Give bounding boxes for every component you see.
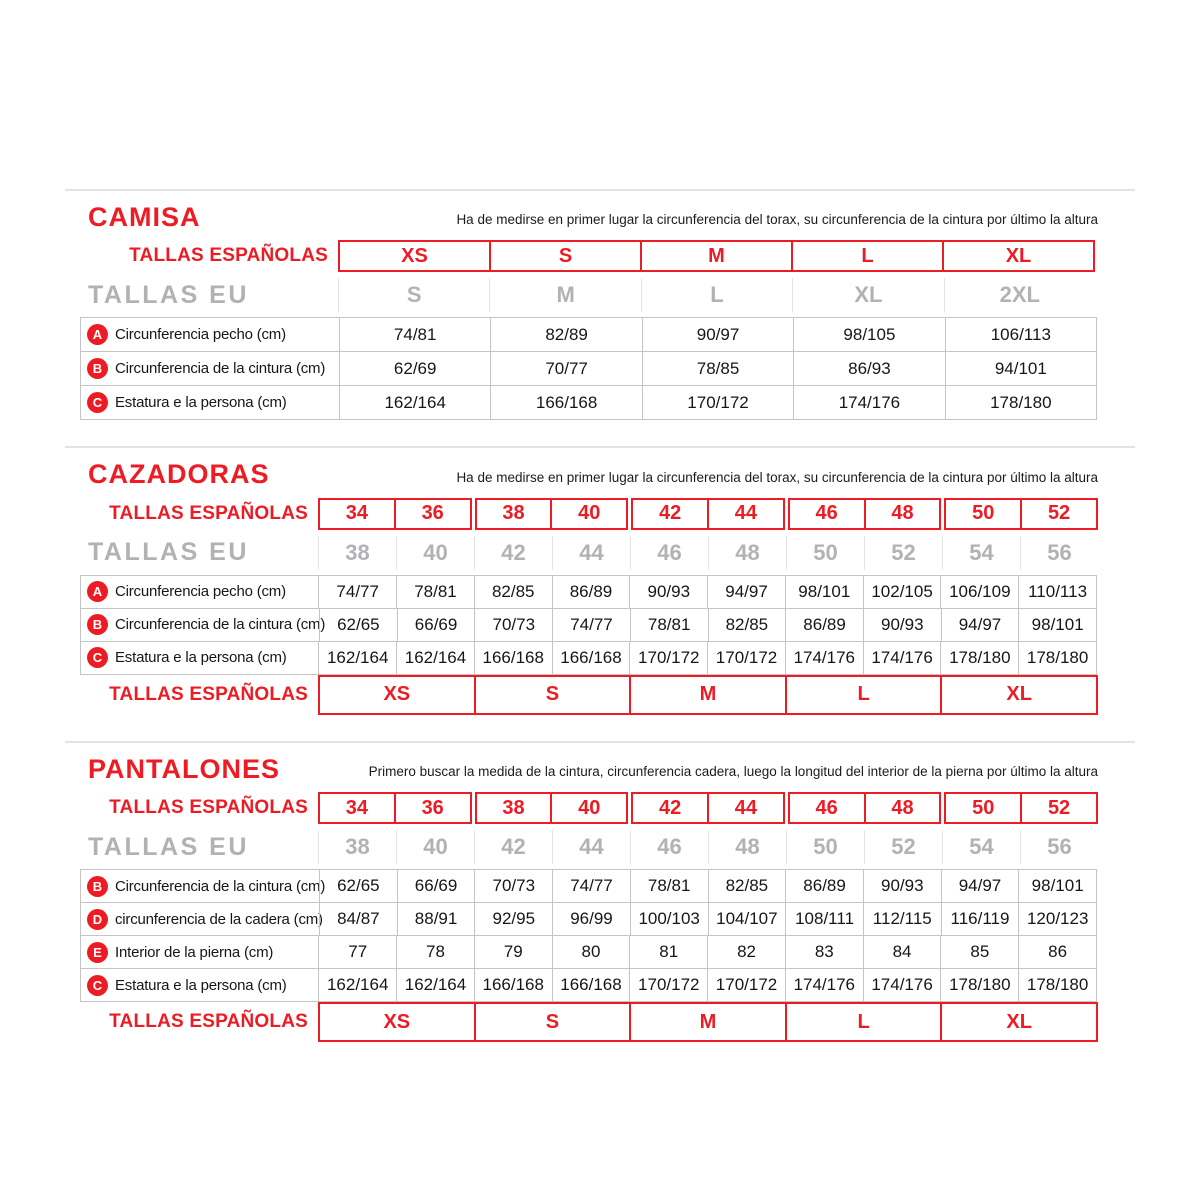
spanish-size-cell: 42 — [631, 498, 709, 530]
measurement-value-cell: 162/164 — [318, 969, 396, 1001]
tallas-eu-label: TALLAS EU — [88, 280, 249, 309]
spanish-size-cell: 40 — [550, 498, 628, 530]
measurement-value-cell: 162/164 — [318, 642, 396, 674]
measurement-value-cell: 116/119 — [941, 903, 1019, 935]
measurement-value-cell: 66/69 — [397, 609, 475, 641]
eu-size-cell: 38 — [318, 830, 396, 864]
measurement-value-cell: 66/69 — [397, 870, 475, 902]
grouped-sizes-row — [80, 675, 1200, 715]
measurement-value-cell: 62/65 — [319, 609, 397, 641]
measurement-value-cell: 170/172 — [707, 642, 785, 674]
measurement-value-cell: 102/105 — [863, 576, 941, 608]
measurement-value-cell: 86 — [1018, 936, 1096, 968]
measurement-row — [81, 903, 1096, 936]
measurement-row — [81, 386, 1096, 419]
eu-size-cells — [318, 830, 1098, 864]
measurement-value-cell: 174/176 — [863, 969, 941, 1001]
measurement-value-cell: 174/176 — [785, 642, 863, 674]
spanish-size-cell: 44 — [707, 498, 785, 530]
measurement-value-cell: 178/180 — [945, 386, 1096, 419]
spanish-size-cell: 40 — [550, 792, 628, 824]
measurement-value-cell: 82 — [707, 936, 785, 968]
measurement-value-cell: 82/85 — [708, 870, 786, 902]
measurement-value-cell: 98/101 — [1018, 609, 1096, 641]
measurement-value-cell: 83 — [785, 936, 863, 968]
grouped-size-cell: M — [629, 1002, 787, 1042]
eu-size-cell: 52 — [864, 536, 942, 570]
spanish-size-cell: XS — [338, 240, 491, 272]
measurement-label-cell — [81, 386, 339, 419]
measurement-value-cell: 86/89 — [552, 576, 630, 608]
eu-size-cell: L — [641, 278, 792, 312]
measurement-values — [318, 936, 1096, 968]
spanish-size-cell: 48 — [864, 792, 942, 824]
eu-size-cells — [338, 278, 1095, 312]
measurement-value-cell: 94/101 — [945, 352, 1096, 385]
measurement-value-cell: 166/168 — [490, 386, 641, 419]
grouped-size-cell: L — [785, 675, 943, 715]
eu-size-cell: M — [489, 278, 640, 312]
measurement-value-cell: 106/113 — [945, 318, 1096, 351]
measurement-value-cell: 77 — [318, 936, 396, 968]
grouped-size-cell: M — [629, 675, 787, 715]
measurement-value-cell: 74/77 — [552, 870, 630, 902]
section-note: Primero buscar la medida de la cintura, circunferencia cadera, luego la longitud del interior de la pierna por último la altura — [368, 763, 1098, 779]
measurement-value-cell: 86/93 — [793, 352, 944, 385]
spanish-size-cell: 38 — [475, 792, 553, 824]
spanish-size-cell: 50 — [944, 792, 1022, 824]
eu-sizes-row — [80, 830, 1200, 864]
letter-badge-e: E — [87, 942, 108, 963]
measurement-values — [319, 903, 1096, 935]
measurement-value-cell: 86/89 — [785, 609, 863, 641]
spanish-sizes-row — [80, 792, 1200, 824]
measurement-row — [81, 576, 1096, 609]
measurement-value-cell: 98/101 — [785, 576, 863, 608]
spanish-size-cell: 46 — [788, 792, 866, 824]
measurement-value-cell: 178/180 — [940, 969, 1018, 1001]
measurement-value-cell: 90/93 — [863, 609, 941, 641]
measurement-value-cell: 120/123 — [1018, 903, 1096, 935]
spanish-size-boxes — [318, 498, 1098, 530]
measurement-value-cell: 81 — [629, 936, 707, 968]
measurement-label-cell — [81, 870, 326, 902]
spanish-size-cell: 52 — [1020, 498, 1098, 530]
measurement-label-cell — [81, 903, 323, 935]
measurement-value-cell: 88/91 — [397, 903, 475, 935]
tallas-eu-label: TALLAS EU — [88, 832, 249, 861]
letter-badge-a: A — [87, 324, 108, 345]
spanish-size-cell: 44 — [707, 792, 785, 824]
measurement-row — [81, 352, 1096, 386]
eu-size-cell: 40 — [396, 830, 474, 864]
spanish-size-cell: 36 — [394, 498, 472, 530]
eu-size-cell: 56 — [1020, 830, 1098, 864]
tallas-espanolas-label: TALLAS ESPAÑOLAS — [109, 502, 308, 524]
eu-size-cell: 48 — [708, 536, 786, 570]
measurement-value-cell: 78/81 — [630, 870, 708, 902]
spanish-size-cell: 34 — [318, 498, 396, 530]
measurement-value-cell: 110/113 — [1018, 576, 1096, 608]
section-pantalones — [0, 743, 1200, 1068]
measurement-label: Estatura e la persona (cm) — [115, 394, 287, 412]
letter-badge-c: C — [87, 392, 108, 413]
section-cazadoras — [0, 448, 1200, 740]
spanish-size-cell: S — [489, 240, 642, 272]
measurement-value-cell: 90/97 — [642, 318, 793, 351]
tallas-espanolas-label: TALLAS ESPAÑOLAS — [109, 683, 308, 705]
measurement-value-cell: 162/164 — [396, 969, 474, 1001]
tallas-espanolas-label: TALLAS ESPAÑOLAS — [129, 245, 328, 267]
eu-size-cell: 50 — [786, 830, 864, 864]
measurement-value-cell: 86/89 — [785, 870, 863, 902]
measurement-value-cell: 84 — [863, 936, 941, 968]
measurement-value-cell: 78/81 — [630, 609, 708, 641]
spanish-size-boxes — [338, 240, 1095, 272]
pantalones-size-table — [80, 792, 1200, 1042]
measurement-label: Circunferencia de la cintura (cm) — [115, 877, 326, 895]
measurement-label-cell — [81, 642, 318, 674]
measurement-label: Interior de la pierna (cm) — [115, 943, 274, 961]
spanish-size-cell: XL — [942, 240, 1095, 272]
spanish-size-cell: 50 — [944, 498, 1022, 530]
measurement-value-cell: 162/164 — [396, 642, 474, 674]
section-note: Ha de medirse en primer lugar la circunferencia del torax, su circunferencia de la cintura por último la altura — [456, 469, 1098, 485]
measurement-value-cell: 170/172 — [642, 386, 793, 419]
measurement-value-cell: 166/168 — [552, 642, 630, 674]
measurement-value-cell: 170/172 — [707, 969, 785, 1001]
measurement-value-cell: 70/77 — [490, 352, 641, 385]
measurement-value-cell: 166/168 — [474, 642, 552, 674]
eu-sizes-row — [80, 536, 1200, 570]
measurement-value-cell: 178/180 — [1018, 969, 1096, 1001]
section-header — [80, 460, 1098, 488]
measurement-label-cell — [81, 318, 339, 351]
measurement-row — [81, 936, 1096, 969]
eu-size-cell: 54 — [942, 830, 1020, 864]
measurement-value-cell: 62/65 — [319, 870, 397, 902]
measurement-value-cell: 62/69 — [339, 352, 490, 385]
section-title: PANTALONES — [88, 753, 280, 784]
measurement-value-cell: 170/172 — [629, 642, 707, 674]
measurement-value-cell: 108/111 — [785, 903, 863, 935]
measurement-row — [81, 609, 1096, 642]
eu-size-cell: 44 — [552, 830, 630, 864]
letter-badge-d: D — [87, 909, 108, 930]
spanish-size-cell: 52 — [1020, 792, 1098, 824]
measurement-value-cell: 112/115 — [863, 903, 941, 935]
measurement-row — [81, 642, 1096, 674]
letter-badge-c: C — [87, 647, 108, 668]
letter-badge-b: B — [87, 614, 108, 635]
eu-size-cell: 42 — [474, 536, 552, 570]
measurement-value-cell: 174/176 — [793, 386, 944, 419]
spanish-size-cell: 36 — [394, 792, 472, 824]
eu-size-cell: S — [338, 278, 489, 312]
eu-size-cell: 44 — [552, 536, 630, 570]
measurement-value-cell: 78/85 — [642, 352, 793, 385]
measurement-row — [81, 318, 1096, 352]
measurement-value-cell: 78 — [396, 936, 474, 968]
spanish-sizes-row — [80, 240, 1200, 272]
measurement-value-cell: 70/73 — [474, 609, 552, 641]
section-title: CAMISA — [88, 202, 201, 232]
measurement-row — [81, 969, 1096, 1001]
spanish-sizes-row — [80, 498, 1200, 530]
eu-size-cell: 46 — [630, 536, 708, 570]
measurement-value-cell: 94/97 — [941, 870, 1019, 902]
eu-size-cell: 2XL — [944, 278, 1095, 312]
spanish-size-cell: 42 — [631, 792, 709, 824]
measurement-values — [318, 969, 1096, 1001]
letter-badge-c: C — [87, 975, 108, 996]
measurement-label: Circunferencia pecho (cm) — [115, 583, 286, 601]
measurements-grid — [80, 317, 1097, 420]
measurement-value-cell: 178/180 — [940, 642, 1018, 674]
measurement-value-cell: 85 — [940, 936, 1018, 968]
section-camisa — [0, 191, 1200, 446]
measurement-label-cell — [81, 936, 318, 968]
measurement-value-cell: 82/89 — [490, 318, 641, 351]
grouped-size-cell: XL — [940, 1002, 1098, 1042]
measurement-value-cell: 78/81 — [396, 576, 474, 608]
measurement-value-cell: 162/164 — [339, 386, 490, 419]
measurement-value-cell: 90/93 — [629, 576, 707, 608]
measurements-grid — [80, 575, 1097, 675]
measurement-value-cell: 74/77 — [318, 576, 396, 608]
tallas-espanolas-label: TALLAS ESPAÑOLAS — [109, 1011, 308, 1033]
measurement-value-cell: 178/180 — [1018, 642, 1096, 674]
grouped-size-cell: S — [474, 675, 632, 715]
eu-size-cells — [318, 536, 1098, 570]
section-title: CAZADORAS — [88, 459, 270, 490]
measurement-value-cell: 98/105 — [793, 318, 944, 351]
eu-size-cell: 56 — [1020, 536, 1098, 570]
measurement-label: Circunferencia de la cintura (cm) — [115, 616, 326, 634]
eu-size-cell: 50 — [786, 536, 864, 570]
eu-sizes-row — [80, 278, 1200, 312]
eu-size-cell: 48 — [708, 830, 786, 864]
spanish-size-cell: 46 — [788, 498, 866, 530]
measurement-value-cell: 74/77 — [552, 609, 630, 641]
measurement-value-cell: 98/101 — [1018, 870, 1096, 902]
grouped-size-cell: S — [474, 1002, 632, 1042]
eu-size-cell: 42 — [474, 830, 552, 864]
measurement-row — [81, 870, 1096, 903]
measurement-value-cell: 92/95 — [474, 903, 552, 935]
measurement-value-cell: 80 — [552, 936, 630, 968]
grouped-size-boxes — [318, 1002, 1098, 1042]
eu-size-cell: 54 — [942, 536, 1020, 570]
measurement-values — [318, 642, 1096, 674]
letter-badge-a: A — [87, 581, 108, 602]
grouped-sizes-row — [80, 1002, 1200, 1042]
measurement-value-cell: 94/97 — [941, 609, 1019, 641]
spanish-size-boxes — [318, 792, 1098, 824]
measurement-label-cell — [81, 576, 318, 608]
measurement-value-cell: 79 — [474, 936, 552, 968]
cazadoras-size-table — [80, 498, 1200, 715]
letter-badge-b: B — [87, 358, 108, 379]
measurement-values — [319, 870, 1096, 902]
spanish-size-cell: 34 — [318, 792, 396, 824]
grouped-size-cell: XS — [318, 675, 476, 715]
measurement-value-cell: 166/168 — [552, 969, 630, 1001]
section-header — [80, 755, 1098, 783]
measurement-value-cell: 90/93 — [863, 870, 941, 902]
measurement-label: Estatura e la persona (cm) — [115, 976, 287, 994]
section-header — [80, 203, 1098, 231]
measurement-label: circunferencia de la cadera (cm) — [115, 910, 323, 928]
spanish-size-cell: L — [791, 240, 944, 272]
measurement-label: Circunferencia de la cintura (cm) — [115, 360, 326, 378]
measurement-value-cell: 174/176 — [863, 642, 941, 674]
eu-size-cell: XL — [792, 278, 943, 312]
measurement-value-cell: 82/85 — [474, 576, 552, 608]
camisa-size-table — [80, 240, 1200, 420]
measurement-label-cell — [81, 609, 326, 641]
measurement-value-cell: 170/172 — [629, 969, 707, 1001]
grouped-size-cell: XL — [940, 675, 1098, 715]
measurement-label-cell — [81, 969, 318, 1001]
measurement-value-cell: 100/103 — [630, 903, 708, 935]
grouped-size-boxes — [318, 675, 1098, 715]
spanish-size-cell: M — [640, 240, 793, 272]
measurement-value-cell: 96/99 — [552, 903, 630, 935]
eu-size-cell: 40 — [396, 536, 474, 570]
measurement-value-cell: 94/97 — [707, 576, 785, 608]
measurement-value-cell: 84/87 — [319, 903, 397, 935]
measurement-label: Estatura e la persona (cm) — [115, 649, 287, 667]
eu-size-cell: 52 — [864, 830, 942, 864]
measurements-grid — [80, 869, 1097, 1002]
measurement-label: Circunferencia pecho (cm) — [115, 326, 286, 344]
measurement-values — [319, 609, 1096, 641]
grouped-size-cell: L — [785, 1002, 943, 1042]
measurement-values — [339, 352, 1096, 385]
spanish-size-cell: 48 — [864, 498, 942, 530]
section-note: Ha de medirse en primer lugar la circunferencia del torax, su circunferencia de la cintura por último la altura — [456, 212, 1098, 228]
measurement-value-cell: 106/109 — [940, 576, 1018, 608]
letter-badge-b: B — [87, 876, 108, 897]
tallas-eu-label: TALLAS EU — [88, 538, 249, 567]
grouped-size-cell: XS — [318, 1002, 476, 1042]
measurement-value-cell: 70/73 — [474, 870, 552, 902]
tallas-espanolas-label: TALLAS ESPAÑOLAS — [109, 797, 308, 819]
measurement-value-cell: 74/81 — [339, 318, 490, 351]
measurement-label-cell — [81, 352, 339, 385]
spanish-size-cell: 38 — [475, 498, 553, 530]
eu-size-cell: 38 — [318, 536, 396, 570]
measurement-values — [339, 386, 1096, 419]
measurement-value-cell: 82/85 — [708, 609, 786, 641]
measurement-values — [318, 576, 1096, 608]
eu-size-cell: 46 — [630, 830, 708, 864]
measurement-value-cell: 174/176 — [785, 969, 863, 1001]
measurement-value-cell: 166/168 — [474, 969, 552, 1001]
measurement-values — [339, 318, 1096, 351]
measurement-value-cell: 104/107 — [708, 903, 786, 935]
